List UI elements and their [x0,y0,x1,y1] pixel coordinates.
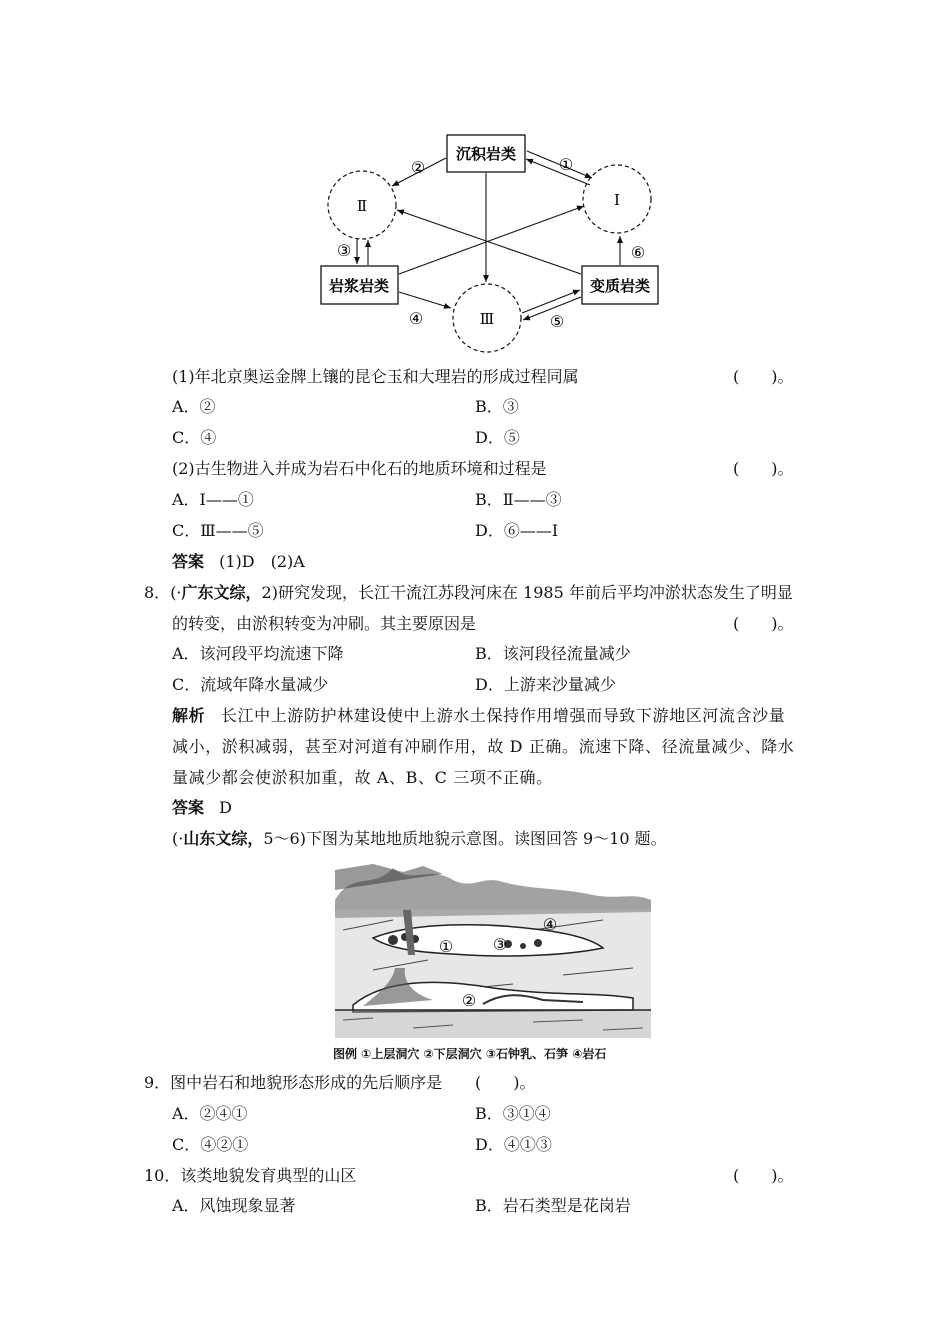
q8-option-c[interactable]: C．流域年降水量减少 [172,675,329,694]
fig2-label-2: ② [461,991,477,1010]
q8-analysis-line3: 量减少都会使淤积加重，故 A、B、C 三项不正确。 [172,768,553,787]
q7-sub1-paren: ( )。 [733,367,794,386]
q8-analysis-text1: 长江中上游防护林建设使中上游水土保持作用增强而导致下游地区河流含沙量 [220,706,786,725]
q8-answer-label: 答案 [172,798,205,817]
q9-paren: ( )。 [475,1073,536,1092]
intro-source: 山东文综， [183,829,264,848]
label-1: ① [558,155,574,174]
q9-option-d[interactable]: D．④①③ [475,1135,552,1154]
q10-option-a[interactable]: A．风蚀现象显著 [172,1196,296,1215]
q8-answer [172,798,232,818]
fig2-label-3: ③ [492,935,508,954]
q7-sub2-option-b[interactable]: B．Ⅱ——③ [475,490,562,509]
q8-option-a[interactable]: A．该河段平均流速下降 [172,644,344,663]
arrow-5a [522,290,580,313]
q9-option-c[interactable]: C．④②① [172,1135,249,1154]
arrow-4 [399,292,451,308]
circle-III-label: Ⅲ [479,310,495,328]
q7-sub1-option-d[interactable]: D．⑤ [475,428,520,447]
q8-option-d[interactable]: D．上游来沙量减少 [475,675,616,694]
q8-stem-part1: 2)研究发现，长江干流江苏段河床在 1985 年前后平均冲淤状态发生了明显 [261,583,793,602]
label-2: ② [410,158,426,177]
q9-stem: 9．图中岩石和地貌形态形成的先后顺序是 [144,1073,443,1092]
q8-source-open: (· [170,583,182,602]
rock-cycle-diagram [0,0,950,360]
intro-text: 5～6)下图为某地地质地貌示意图。读图回答 9～10 题。 [263,829,667,848]
q7-sub1-stem: (1)年北京奥运金牌上镶的昆仑玉和大理岩的形成过程同属 [172,367,579,386]
q8-answer-text: D [219,798,232,817]
q8-number: 8． [144,583,171,602]
circle-II-label: Ⅱ [356,197,368,215]
label-4: ④ [408,309,424,328]
q8-paren: ( )。 [733,614,794,633]
q7-sub2-option-d[interactable]: D．⑥——Ⅰ [475,521,559,540]
q7-sub2-option-a[interactable]: A．Ⅰ——① [172,490,254,509]
q8-analysis-line1 [172,706,785,726]
q7-sub1-option-c[interactable]: C．④ [172,428,217,447]
metamorphic-rock-label: 变质岩类 [589,277,651,295]
label-6: ⑥ [630,243,646,262]
q7-sub1-option-b[interactable]: B．③ [475,397,519,416]
q10-option-b[interactable]: B．岩石类型是花岗岩 [475,1196,631,1215]
intro-9-10 [172,829,667,849]
figure2-caption: 图例 ①上层洞穴 ②下层洞穴 ③石钟乳、石笋 ④岩石 [333,1047,607,1061]
q8-option-b[interactable]: B．该河段径流量减少 [475,644,631,663]
q8-source: 广东文综， [181,583,262,602]
q8-line2: 的转变，由淤积转变为冲刷。其主要原因是 [172,614,477,633]
q8-analysis-label: 解析 [172,706,206,725]
q7-answer [172,552,305,572]
fig2-label-1: ① [438,937,454,956]
q9-option-b[interactable]: B．③①④ [475,1104,551,1123]
sedimentary-rock-label: 沉积岩类 [455,145,517,163]
intro-open: (· [172,829,184,848]
q10-paren: ( )。 [733,1166,794,1185]
q7-sub2-option-c[interactable]: C．Ⅲ——⑤ [172,521,264,540]
q8-analysis-line2: 减小，淤积减弱，甚至对河道有冲刷作用，故 D 正确。流速下降、径流量减少、降水 [172,737,795,756]
fig2-label-4: ④ [542,915,558,934]
q7-answer-label: 答案 [172,552,205,571]
q10-stem: 10．该类地貌发育典型的山区 [144,1166,357,1185]
q7-sub2-stem: (2)古生物进入并成为岩石中化石的地质环境和过程是 [172,459,547,478]
karst-cave-figure [333,860,653,1040]
q9-option-a[interactable]: A．②④① [172,1104,248,1123]
q7-answer-text: (1)D (2)A [219,552,305,571]
q8-line1 [144,583,793,603]
q7-sub1-option-a[interactable]: A．② [172,397,216,416]
magmatic-rock-label: 岩浆岩类 [328,277,390,295]
circle-I-label: Ⅰ [614,191,620,209]
label-5: ⑤ [549,312,565,331]
label-3: ③ [336,241,352,260]
q7-sub2-paren: ( )。 [733,459,794,478]
arrow-magma-to-I [399,206,584,274]
